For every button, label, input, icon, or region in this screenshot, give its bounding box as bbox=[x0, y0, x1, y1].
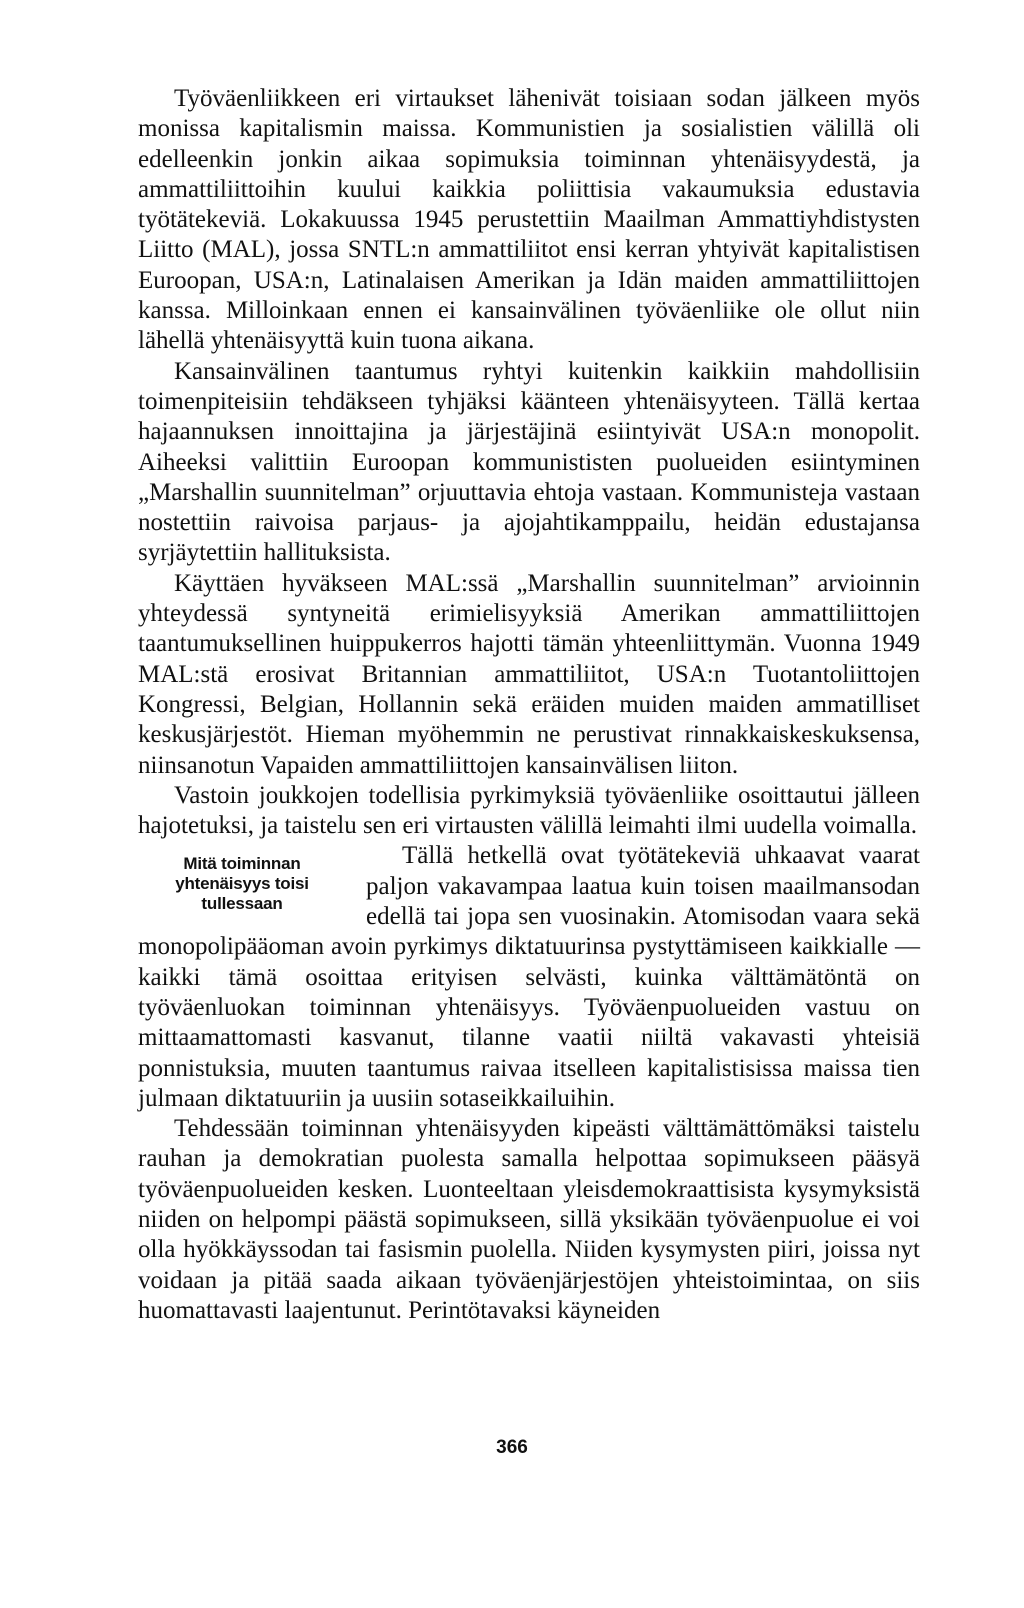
margin-heading-line: Mitä toiminnan bbox=[183, 854, 301, 874]
margin-heading-line: tullessaan bbox=[201, 894, 283, 914]
page-number: 366 bbox=[496, 1437, 528, 1458]
paragraph-1: Työväenliikkeen eri virtaukset lähenivät toisiaan sodan jälkeen myös monissa kapitalismin maissa. Kommunistien ja sosialistien välillä oli edelleenkin jonkin aikaa sopimuksia toiminnan yhtenäisyydestä, ja ammattiliittoihin kuului kaikkia poliittisia vakaumuksia edustavia työtätekeviä. Lokakuussa 1945 perustettiin Maailman Ammattiyhdistysten Liitto (MAL), jossa SNTL:n ammattiliitot ensi kerran yhtyivät kapitalistisen Euroopan, USA:n, Latinalaisen Amerikan ja Idän maiden ammattiliittojen kanssa. Milloinkaan ennen ei kansainvälinen työväenliike ole ollut niin lähellä yhtenäisyyttä kuin tuona aikana. bbox=[138, 85, 920, 355]
paragraph-2: Kansainvälinen taantumus ryhtyi kuitenkin kaikkiin mahdollisiin toimenpiteisiin tehdäkseen tyhjäksi käänteen yhtenäisyyteen. Tällä kertaa hajaannuksen innoittajina ja järjestäjinä esiintyivät USA:n monopolit. Aiheeksi valittiin Euroopan kommunististen puolueiden esiintyminen „Marshallin suunnitelman” orjuuttavia ehtoja vastaan. Kommunisteja vastaan nostettiin raivoisa parjaus- ja ajojahtikamppailu, heidän edustajansa syrjäytettiin hallituksista. bbox=[138, 357, 920, 567]
final-paragraph: Tehdessään toiminnan yhtenäisyyden kipeästi välttämättömäksi taistelu rauhan ja demokratian puolesta samalla helpottaa sopimukseen pääsyä työväenpuolueiden kesken. Luonteeltaan yleisdemokraattisista kysymyksistä niiden on helpompi päästä sopimukseen, sillä yksikään työväenpuolue ei voi olla hyökkäyssodan tai fasismin puolella. Niiden kysymysten piiri, joissa nyt voidaan ja pitää saada aikaan työväenjärjestöjen yhteistoimintaa, on siis huomattavasti laajentunut. Perintötavaksi käyneiden bbox=[138, 1115, 920, 1324]
margin-heading bbox=[138, 854, 346, 914]
margin-heading-line: yhtenäisyys toisi bbox=[175, 874, 309, 894]
paragraph-3: Käyttäen hyväkseen MAL:ssä „Marshallin suunnitelman” arvioinnin yhteydessä syntyneitä erimielisyyksiä Amerikan ammattiliittojen taantumuksellinen huippukerros hajotti tämän yhteenliittymän. Vuonna 1949 MAL:stä erosivat Britannian ammattiliitot, USA:n Tuotantoliittojen Kongressi, Belgian, Hollannin sekä eräiden muiden maiden ammatilliset keskusjärjestöt. Hieman myöhemmin ne perustivat rinnakkaiskeskuksensa, niinsanotun Vapaiden ammattiliittojen kansainvälisen liiton. bbox=[138, 569, 920, 779]
section-action-unity bbox=[138, 841, 920, 1114]
page-body bbox=[138, 84, 920, 1326]
section-paragraph: Tällä hetkellä ovat työtätekeviä uhkaavat vaarat paljon vakavampaa laatua kuin toisen maailmansodan edellä tai jopa sen vuosinakin. Atomisodan vaara sekä monopolipääoman avoin pyrkimys diktatuurinsa pystyttämiseen kaikkialle — kaikki tämä osoittaa erityisen selvästi, kuinka välttämätöntä on työväenluokan toiminnan yhtenäisyys. Työväenpuolueiden vastuu on mittaamattomasti kasvanut, tilanne vaatii niiltä vakavasti yhteisiä ponnistuksia, muuten taantumus raivaa itselleen kapitalistisissa maissa tien julmaan diktatuuriin ja uusiin sotaseikkailuihin. bbox=[138, 842, 920, 1112]
paragraph-4: Vastoin joukkojen todellisia pyrkimyksiä työväenliike osoittautui jälleen hajotetuksi, ja taistelu sen eri virtausten välillä leimahti ilmi uudella voimalla. bbox=[138, 781, 920, 840]
